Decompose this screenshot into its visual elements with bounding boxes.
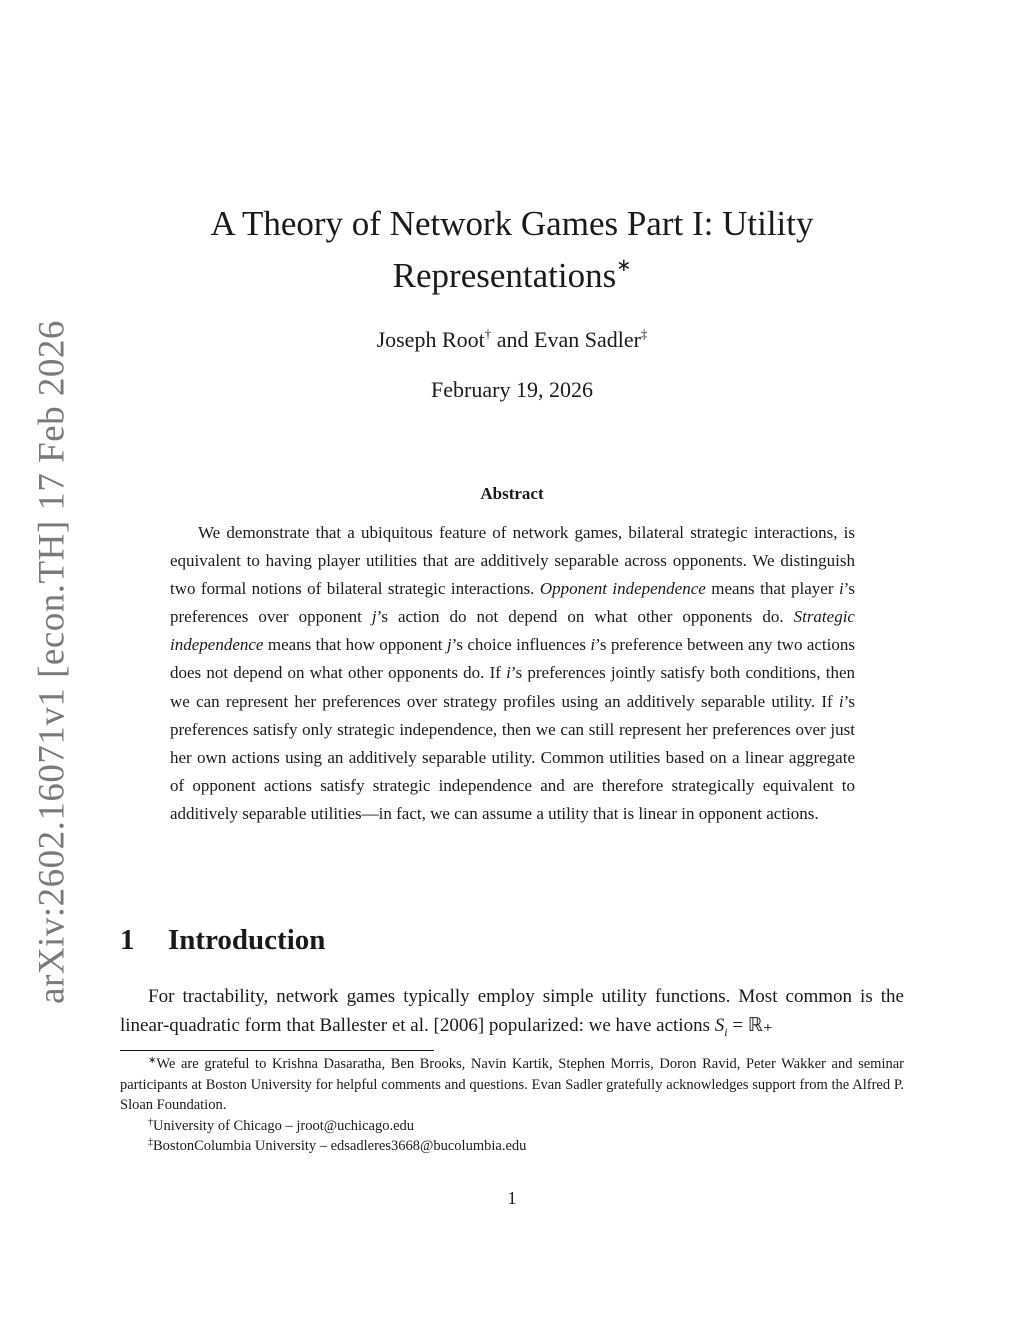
abstract-text-3b: ’s choice influences bbox=[451, 635, 591, 655]
author-list bbox=[160, 327, 864, 353]
footnote-text-3: BostonColumbia University – edsadleres3668@bucolumbia.edu bbox=[153, 1138, 527, 1154]
title-line-2: Representations bbox=[392, 256, 617, 295]
abstract-text-2a: means that player bbox=[705, 579, 839, 599]
abstract-text-2b: ’s preferences over opponent bbox=[170, 579, 856, 627]
footnote-affiliation-root bbox=[120, 1116, 904, 1137]
author-root-mark: † bbox=[484, 326, 492, 341]
footnote-mark-3: ‡ bbox=[148, 1137, 153, 1148]
footnote-mark-2: † bbox=[148, 1116, 153, 1128]
paper-title bbox=[160, 198, 864, 302]
abstract-text-1: We demonstrate that a ubiquitous feature of network games, bilateral strategic interactions, is equivalent to having player utilities that are additively separable across opponents. We distinguish two formal notions of bilateral strategic interactions. bbox=[170, 523, 855, 599]
abstract-text-4: ’s preferences jointly satisfy both conditions, then we can represent her preferences over strategy profiles using an additively separable utility. If bbox=[170, 663, 855, 711]
author-root: Joseph Root bbox=[376, 327, 485, 352]
footnote-text-1: We are grateful to Krishna Dasaratha, Ben Brooks, Navin Kartik, Stephen Morris, Doron Ravid, Peter Wakker and seminar participants at Boston University for helpful comments and questions. Evan Sadler gratefully acknowledges support from the Alfred P. Sloan Foundation. bbox=[120, 1056, 904, 1113]
author-sadler-mark: ‡ bbox=[640, 326, 648, 341]
section-title: Introduction bbox=[168, 924, 326, 956]
footnote-mark-1: ∗ bbox=[148, 1055, 157, 1066]
abstract-text-3a: means that how opponent bbox=[263, 635, 447, 655]
abstract-var-j: j bbox=[371, 607, 377, 627]
intro-text: For tractability, network games typically employ simple utility functions. Most common is the linear-quadratic form that Ballester et al. [2006] popularized: we have actions bbox=[120, 986, 904, 1036]
abstract-text-2c: ’s action do not depend on what other opponents do. bbox=[376, 607, 794, 627]
abstract-var-i: i bbox=[590, 635, 596, 655]
abstract-text-3c: ’s preference between any two actions does not depend on what other opponents do. If bbox=[170, 635, 855, 683]
footnote-divider bbox=[120, 1050, 434, 1051]
intro-math-rest: = ℝ₊ bbox=[727, 1015, 773, 1036]
section-number: 1 bbox=[120, 924, 135, 956]
intro-math-sub: i bbox=[724, 1024, 728, 1039]
abstract-var-i: i bbox=[506, 663, 511, 683]
abstract-term-opponent-independence: Opponent independence bbox=[539, 579, 706, 599]
paper-date: February 19, 2026 bbox=[431, 377, 593, 402]
footnote-affiliation-sadler bbox=[120, 1136, 904, 1157]
abstract-var-i: i bbox=[838, 691, 844, 711]
section-heading-introduction bbox=[120, 924, 325, 957]
footnote-text-2: University of Chicago – jroot@uchicago.edu bbox=[153, 1117, 414, 1134]
page-number: 1 bbox=[507, 1188, 517, 1208]
author-connector: and bbox=[491, 327, 535, 352]
title-line-1: A Theory of Network Games Part I: Utility bbox=[210, 204, 814, 243]
introduction-paragraph bbox=[120, 982, 904, 1047]
title-footnote-mark: ∗ bbox=[616, 255, 632, 275]
arxiv-identifier-stamp: arXiv:2602.16071v1 [econ.TH] 17 Feb 2026 bbox=[31, 320, 73, 1004]
abstract-var-i: i bbox=[838, 579, 844, 599]
intro-math-var: S bbox=[714, 1015, 725, 1036]
abstract-text-5: ’s preferences satisfy only strategic independence, then we can still represent her preferences over just her own actions using an additively separable utility. Common utilities based on a linear aggregate of opponent actions satisfy strategic independence and are therefore strategically equivalent to additively separable utilities—in fact, we can assume a utility that is linear in opponent actions. bbox=[170, 691, 855, 823]
author-sadler: Evan Sadler bbox=[534, 327, 641, 352]
footnotes bbox=[120, 1054, 904, 1157]
abstract-body bbox=[170, 519, 855, 828]
abstract-heading: Abstract bbox=[480, 484, 544, 503]
abstract-var-j: j bbox=[446, 635, 452, 655]
abstract-term-strategic-independence: Strategic independence bbox=[170, 607, 855, 655]
footnote-acknowledgements bbox=[120, 1054, 904, 1116]
